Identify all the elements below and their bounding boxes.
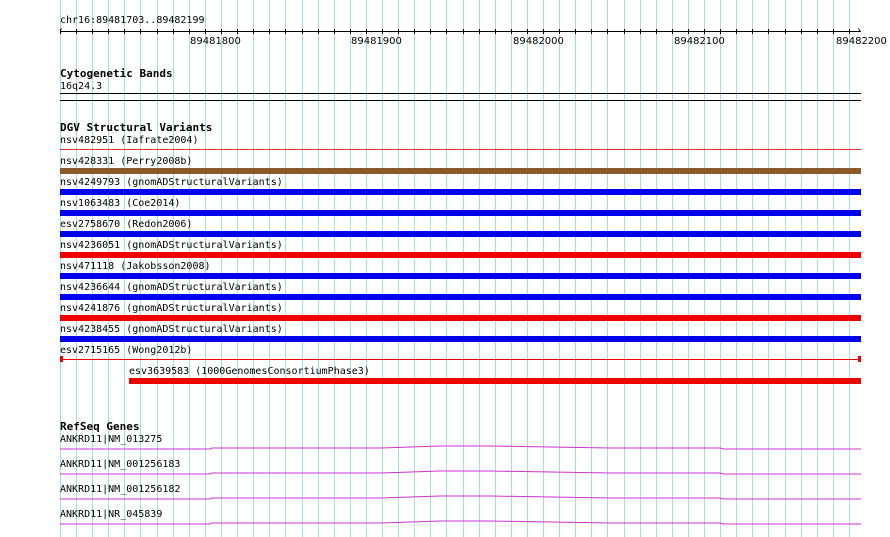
ruler-tick-label: 89482000 — [513, 36, 564, 47]
variant-bar[interactable] — [60, 273, 861, 279]
variant-end-marker — [858, 356, 861, 362]
ruler-line — [60, 31, 861, 32]
variant-bar[interactable] — [60, 252, 861, 258]
track-title-cytobands: Cytogenetic Bands — [60, 67, 173, 80]
variant-bar[interactable] — [60, 336, 861, 342]
variant-bar[interactable] — [60, 359, 861, 360]
gene-label: ANKRD11|NM_001256183 — [60, 459, 181, 470]
variant-label: nsv482951 (Iafrate2004) — [60, 135, 199, 146]
ruler-right-arrow[interactable]: › — [856, 25, 863, 36]
variant-label: nsv4236051 (gnomADStructuralVariants) — [60, 240, 283, 251]
position-label: chr16:89481703..89482199 — [60, 15, 205, 26]
variant-label: esv2715165 (Wong2012b) — [60, 345, 193, 356]
track-separator — [60, 100, 861, 101]
variant-bar[interactable] — [60, 294, 861, 300]
variant-bar[interactable] — [60, 149, 861, 150]
ruler-tick-label: 89482100 — [674, 36, 725, 47]
ruler-tick-label: 89481800 — [190, 36, 241, 47]
variant-label: nsv4241876 (gnomADStructuralVariants) — [60, 303, 283, 314]
variant-bar[interactable] — [60, 168, 861, 174]
gene-label: ANKRD11|NM_013275 — [60, 434, 163, 445]
variant-label: nsv4238455 (gnomADStructuralVariants) — [60, 324, 283, 335]
variant-label: nsv1063483 (Coe2014) — [60, 198, 181, 209]
variant-bar[interactable] — [60, 315, 861, 321]
track-title-refseq: RefSeq Genes — [60, 420, 140, 433]
cytoband-bar[interactable] — [60, 93, 861, 94]
variant-bar[interactable] — [129, 378, 861, 384]
variant-label: esv3639583 (1000GenomesConsortiumPhase3) — [129, 366, 370, 377]
variant-bar[interactable] — [60, 231, 861, 237]
cytoband-label: 16q24.3 — [60, 81, 103, 92]
ruler-tick-label: 89482200 — [836, 36, 887, 47]
variant-label: nsv428331 (Perry2008b) — [60, 156, 193, 167]
variant-bar[interactable] — [60, 189, 861, 195]
track-title-dgv: DGV Structural Variants — [60, 121, 213, 134]
variant-label: nsv4249793 (gnomADStructuralVariants) — [60, 177, 283, 188]
variant-bar[interactable] — [60, 210, 861, 216]
gene-label: ANKRD11|NR_045839 — [60, 509, 163, 520]
variant-label: esv2758670 (Redon2006) — [60, 219, 193, 230]
variant-label: nsv471118 (Jakobsson2008) — [60, 261, 211, 272]
ruler-left-arrow[interactable]: ‹ — [58, 25, 65, 36]
ruler-tick-label: 89481900 — [351, 36, 402, 47]
variant-end-marker — [60, 356, 63, 362]
gene-label: ANKRD11|NM_001256182 — [60, 484, 181, 495]
variant-label: nsv4236644 (gnomADStructuralVariants) — [60, 282, 283, 293]
